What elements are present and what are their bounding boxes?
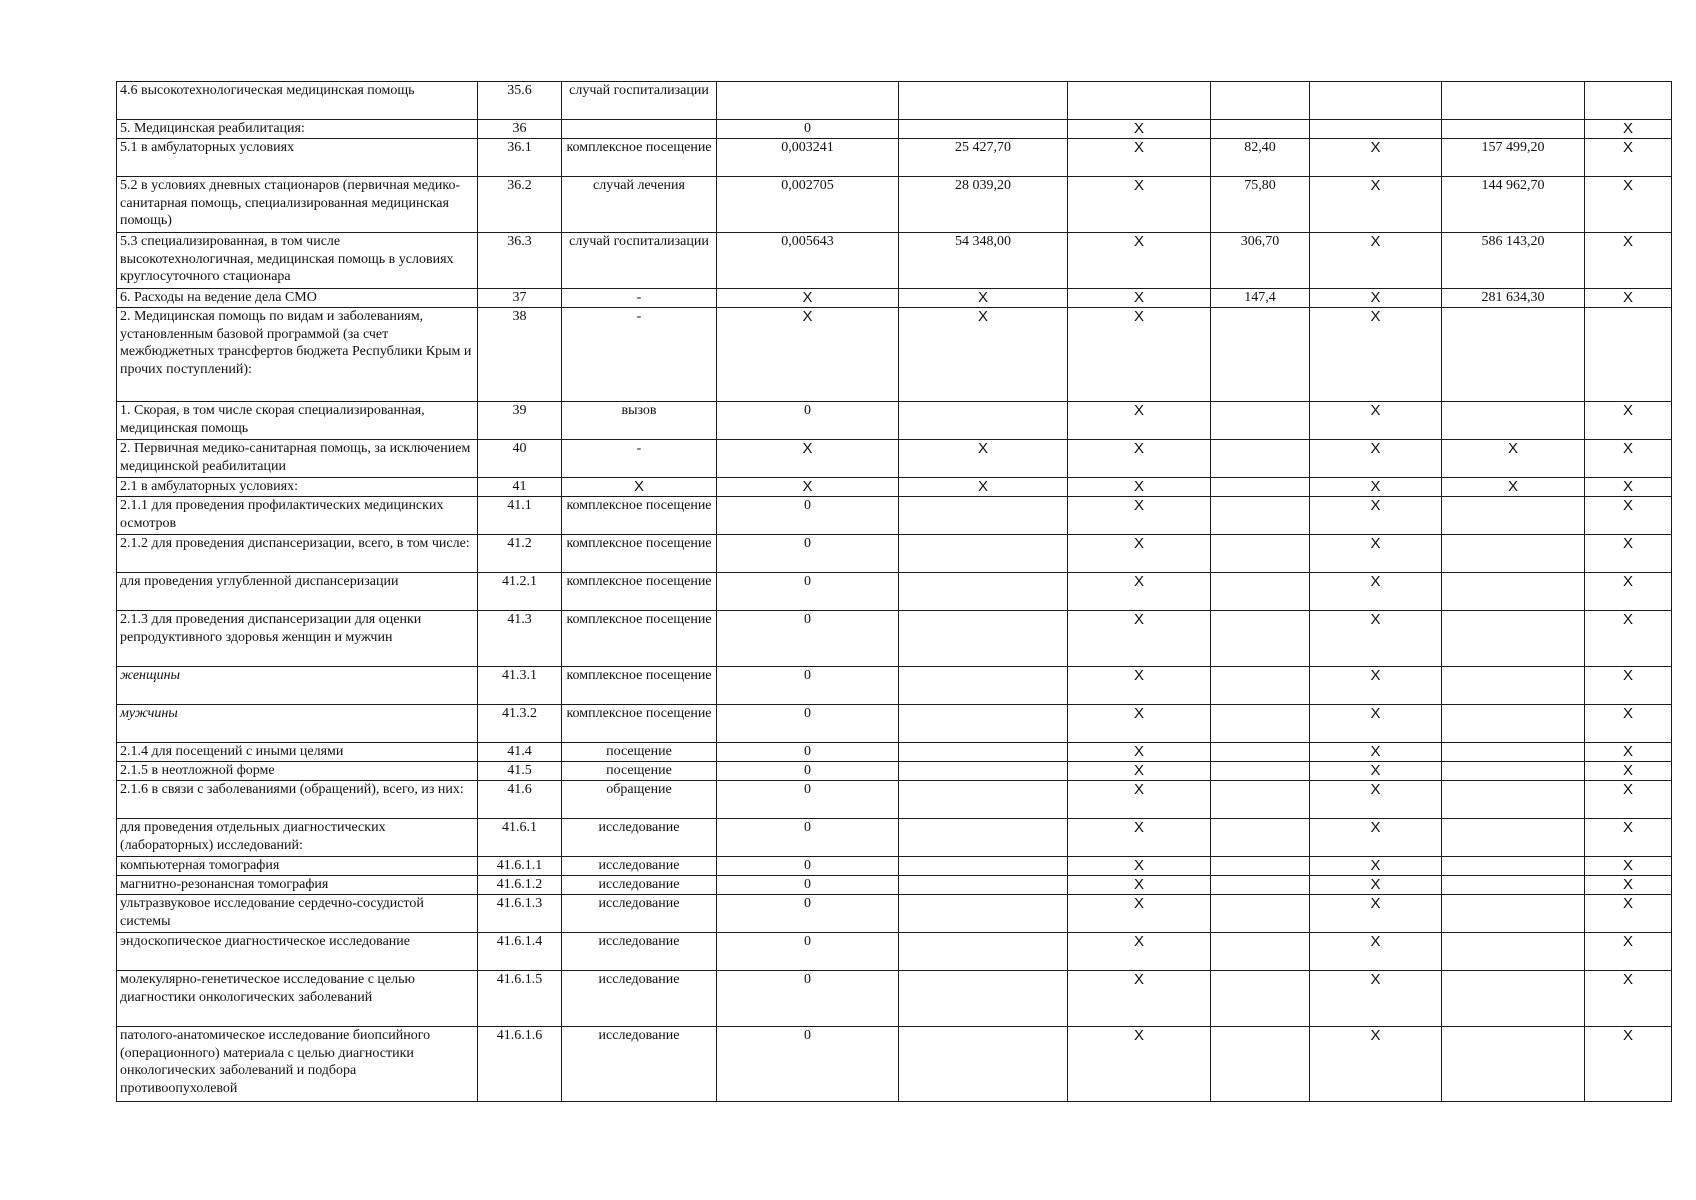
row-value-cell: X: [1310, 611, 1442, 667]
row-unit-cell: случай лечения: [562, 177, 717, 233]
row-unit-cell: исследование: [562, 933, 717, 971]
row-value-cell: [899, 876, 1068, 895]
row-value-cell: 0: [717, 667, 899, 705]
row-value-cell: 0: [717, 1027, 899, 1102]
row-value-cell: [899, 971, 1068, 1027]
row-name-cell: 5.3 специализированная, в том числе высокотехнологичная, медицинская помощь в условиях круглосуточного стационара: [117, 233, 478, 289]
row-value-cell: X: [717, 289, 899, 308]
row-unit-cell: комплексное посещение: [562, 611, 717, 667]
row-value-cell: X: [1310, 497, 1442, 535]
row-unit-cell: случай госпитализации: [562, 82, 717, 120]
table-row: [117, 233, 1672, 289]
row-value-cell: X: [1442, 440, 1585, 478]
row-value-cell: X: [1310, 573, 1442, 611]
row-value-cell: 0: [717, 611, 899, 667]
row-value-cell: X: [1068, 819, 1211, 857]
row-name-cell: магнитно-резонансная томография: [117, 876, 478, 895]
row-value-cell: 54 348,00: [899, 233, 1068, 289]
row-value-cell: X: [1310, 440, 1442, 478]
row-value-cell: [1442, 573, 1585, 611]
row-unit-cell: вызов: [562, 402, 717, 440]
row-code-cell: 41.6.1.1: [478, 857, 562, 876]
row-code-cell: 36.3: [478, 233, 562, 289]
table-row: [117, 781, 1672, 819]
row-code-cell: 38: [478, 308, 562, 402]
row-value-cell: [1310, 120, 1442, 139]
row-value-cell: 0: [717, 120, 899, 139]
row-value-cell: [1442, 667, 1585, 705]
row-unit-cell: исследование: [562, 1027, 717, 1102]
row-value-cell: X: [1585, 705, 1672, 743]
row-value-cell: X: [1068, 705, 1211, 743]
row-value-cell: [899, 611, 1068, 667]
row-name-cell: патолого-анатомическое исследование биопсийного (операционного) материала с целью диагностики онкологических заболеваний и подбора противоопухолевой: [117, 1027, 478, 1102]
row-value-cell: [1442, 819, 1585, 857]
row-code-cell: 41.4: [478, 743, 562, 762]
row-value-cell: X: [1068, 876, 1211, 895]
row-value-cell: X: [1068, 933, 1211, 971]
row-code-cell: 35.6: [478, 82, 562, 120]
row-value-cell: [1211, 478, 1310, 497]
table-row: [117, 705, 1672, 743]
row-value-cell: X: [1310, 402, 1442, 440]
row-value-cell: [1211, 402, 1310, 440]
table-row: [117, 819, 1672, 857]
table-row: [117, 497, 1672, 535]
row-name-cell: 6. Расходы на ведение дела СМО: [117, 289, 478, 308]
row-value-cell: 28 039,20: [899, 177, 1068, 233]
row-value-cell: X: [1310, 478, 1442, 497]
row-value-cell: X: [1310, 933, 1442, 971]
row-value-cell: [1442, 705, 1585, 743]
row-value-cell: X: [1068, 857, 1211, 876]
row-value-cell: 0,005643: [717, 233, 899, 289]
row-code-cell: 41.6.1.2: [478, 876, 562, 895]
table-row: [117, 667, 1672, 705]
row-value-cell: [899, 402, 1068, 440]
row-value-cell: X: [1585, 233, 1672, 289]
row-value-cell: [1211, 933, 1310, 971]
row-value-cell: X: [1310, 289, 1442, 308]
row-value-cell: X: [1585, 667, 1672, 705]
row-value-cell: X: [1068, 308, 1211, 402]
row-name-cell: 2.1.6 в связи с заболеваниями (обращений), всего, из них:: [117, 781, 478, 819]
row-value-cell: 0: [717, 933, 899, 971]
row-value-cell: X: [899, 289, 1068, 308]
row-value-cell: X: [1585, 857, 1672, 876]
row-value-cell: [1442, 535, 1585, 573]
row-value-cell: [1442, 120, 1585, 139]
row-unit-cell: комплексное посещение: [562, 667, 717, 705]
row-value-cell: [1442, 762, 1585, 781]
row-value-cell: 144 962,70: [1442, 177, 1585, 233]
row-name-cell: 1. Скорая, в том числе скорая специализированная, медицинская помощь: [117, 402, 478, 440]
row-value-cell: X: [1585, 177, 1672, 233]
row-name-cell: 2. Медицинская помощь по видам и заболеваниям, установленным базовой программой (за счет межбюджетных трансфертов бюджета Республики Крым и прочих поступлений):: [117, 308, 478, 402]
row-value-cell: X: [1068, 139, 1211, 177]
row-value-cell: X: [1068, 289, 1211, 308]
row-name-cell: для проведения отдельных диагностических (лабораторных) исследований:: [117, 819, 478, 857]
row-value-cell: X: [1585, 478, 1672, 497]
row-value-cell: X: [1585, 402, 1672, 440]
row-value-cell: 0: [717, 402, 899, 440]
row-value-cell: X: [1068, 120, 1211, 139]
row-code-cell: 41.1: [478, 497, 562, 535]
row-value-cell: [1442, 308, 1585, 402]
row-unit-cell: посещение: [562, 762, 717, 781]
row-value-cell: 0: [717, 705, 899, 743]
row-value-cell: [1211, 876, 1310, 895]
row-value-cell: [899, 667, 1068, 705]
row-unit-cell: -: [562, 308, 717, 402]
row-value-cell: X: [1068, 177, 1211, 233]
row-unit-cell: [562, 120, 717, 139]
row-value-cell: X: [1068, 573, 1211, 611]
row-value-cell: X: [1585, 497, 1672, 535]
table-row: [117, 933, 1672, 971]
row-value-cell: X: [1068, 233, 1211, 289]
row-unit-cell: обращение: [562, 781, 717, 819]
row-value-cell: X: [1068, 402, 1211, 440]
row-value-cell: 0,003241: [717, 139, 899, 177]
row-unit-cell: исследование: [562, 857, 717, 876]
row-value-cell: X: [1068, 667, 1211, 705]
row-value-cell: X: [1310, 895, 1442, 933]
row-value-cell: X: [1310, 535, 1442, 573]
row-value-cell: 0: [717, 971, 899, 1027]
row-value-cell: [1442, 971, 1585, 1027]
row-name-cell: 5.2 в условиях дневных стационаров (первичная медико-санитарная помощь, специализированная медицинская помощь): [117, 177, 478, 233]
row-code-cell: 41.6.1.6: [478, 1027, 562, 1102]
row-unit-cell: комплексное посещение: [562, 573, 717, 611]
row-value-cell: 147,4: [1211, 289, 1310, 308]
row-code-cell: 41.6.1.5: [478, 971, 562, 1027]
row-value-cell: X: [1068, 497, 1211, 535]
table-row: [117, 573, 1672, 611]
row-value-cell: [1585, 82, 1672, 120]
row-value-cell: [899, 1027, 1068, 1102]
row-value-cell: [1211, 308, 1310, 402]
row-value-cell: 25 427,70: [899, 139, 1068, 177]
row-code-cell: 41.6: [478, 781, 562, 819]
row-unit-cell: исследование: [562, 819, 717, 857]
row-value-cell: X: [1310, 233, 1442, 289]
row-code-cell: 41.6.1.3: [478, 895, 562, 933]
row-value-cell: X: [717, 440, 899, 478]
row-name-cell: 2.1.4 для посещений с иными целями: [117, 743, 478, 762]
row-code-cell: 41.2: [478, 535, 562, 573]
table-row: [117, 535, 1672, 573]
table-row: [117, 611, 1672, 667]
table-row: [117, 402, 1672, 440]
row-value-cell: X: [1585, 781, 1672, 819]
table-row: [117, 895, 1672, 933]
row-unit-cell: посещение: [562, 743, 717, 762]
row-value-cell: X: [1310, 876, 1442, 895]
row-code-cell: 41: [478, 478, 562, 497]
row-value-cell: 586 143,20: [1442, 233, 1585, 289]
row-value-cell: 157 499,20: [1442, 139, 1585, 177]
row-name-cell: 4.6 высокотехнологическая медицинская помощь: [117, 82, 478, 120]
table-row: [117, 289, 1672, 308]
row-code-cell: 41.6.1: [478, 819, 562, 857]
row-code-cell: 41.2.1: [478, 573, 562, 611]
row-name-cell: 2.1.1 для проведения профилактических медицинских осмотров: [117, 497, 478, 535]
row-value-cell: 0: [717, 876, 899, 895]
table-row: [117, 478, 1672, 497]
row-value-cell: X: [1068, 440, 1211, 478]
row-value-cell: X: [1585, 1027, 1672, 1102]
row-code-cell: 36: [478, 120, 562, 139]
table-row: [117, 971, 1672, 1027]
row-name-cell: 2. Первичная медико-санитарная помощь, за исключением медицинской реабилитации: [117, 440, 478, 478]
row-value-cell: [1442, 743, 1585, 762]
row-value-cell: 0: [717, 895, 899, 933]
row-code-cell: 41.3.2: [478, 705, 562, 743]
row-value-cell: [1211, 705, 1310, 743]
row-value-cell: 0: [717, 743, 899, 762]
row-value-cell: [899, 82, 1068, 120]
row-value-cell: [1442, 497, 1585, 535]
row-unit-cell: комплексное посещение: [562, 705, 717, 743]
row-name-cell: эндоскопическое диагностическое исследование: [117, 933, 478, 971]
row-name-cell: мужчины: [117, 705, 478, 743]
row-value-cell: [899, 895, 1068, 933]
row-unit-cell: -: [562, 289, 717, 308]
table-row: [117, 120, 1672, 139]
row-value-cell: X: [1585, 971, 1672, 1027]
row-value-cell: [1211, 819, 1310, 857]
row-value-cell: X: [1585, 743, 1672, 762]
row-value-cell: [899, 535, 1068, 573]
row-name-cell: 5.1 в амбулаторных условиях: [117, 139, 478, 177]
row-name-cell: 2.1.3 для проведения диспансеризации для оценки репродуктивного здоровья женщин и мужчин: [117, 611, 478, 667]
row-value-cell: X: [1585, 573, 1672, 611]
row-value-cell: X: [1068, 611, 1211, 667]
row-value-cell: [1211, 497, 1310, 535]
row-value-cell: [1442, 1027, 1585, 1102]
row-value-cell: X: [1068, 971, 1211, 1027]
row-value-cell: X: [1068, 478, 1211, 497]
row-name-cell: для проведения углубленной диспансеризации: [117, 573, 478, 611]
row-unit-cell: исследование: [562, 971, 717, 1027]
row-value-cell: [899, 819, 1068, 857]
row-value-cell: [1211, 82, 1310, 120]
row-value-cell: X: [1068, 781, 1211, 819]
row-name-cell: ультразвуковое исследование сердечно-сосудистой системы: [117, 895, 478, 933]
row-value-cell: [1211, 573, 1310, 611]
row-value-cell: [1211, 895, 1310, 933]
row-value-cell: X: [1068, 743, 1211, 762]
row-value-cell: X: [1310, 667, 1442, 705]
row-value-cell: X: [1585, 876, 1672, 895]
row-value-cell: [1442, 876, 1585, 895]
row-unit-cell: комплексное посещение: [562, 535, 717, 573]
row-value-cell: X: [1068, 895, 1211, 933]
table-row: [117, 308, 1672, 402]
row-value-cell: X: [899, 308, 1068, 402]
row-value-cell: [899, 705, 1068, 743]
row-value-cell: X: [1585, 120, 1672, 139]
table-row: [117, 876, 1672, 895]
row-value-cell: 75,80: [1211, 177, 1310, 233]
row-unit-cell: -: [562, 440, 717, 478]
row-value-cell: X: [1310, 139, 1442, 177]
row-value-cell: 0,002705: [717, 177, 899, 233]
row-value-cell: [1211, 535, 1310, 573]
row-value-cell: 0: [717, 573, 899, 611]
row-value-cell: [1211, 1027, 1310, 1102]
row-value-cell: [1442, 895, 1585, 933]
row-value-cell: X: [1585, 611, 1672, 667]
table-row: [117, 440, 1672, 478]
row-value-cell: 0: [717, 819, 899, 857]
row-value-cell: [899, 781, 1068, 819]
row-value-cell: [1442, 611, 1585, 667]
row-value-cell: 0: [717, 781, 899, 819]
row-value-cell: 82,40: [1211, 139, 1310, 177]
row-value-cell: [899, 857, 1068, 876]
row-value-cell: [1211, 743, 1310, 762]
row-value-cell: [1585, 308, 1672, 402]
row-value-cell: X: [1585, 535, 1672, 573]
row-value-cell: X: [1585, 762, 1672, 781]
row-value-cell: X: [899, 478, 1068, 497]
row-code-cell: 37: [478, 289, 562, 308]
row-value-cell: X: [1068, 1027, 1211, 1102]
row-code-cell: 41.3.1: [478, 667, 562, 705]
row-unit-cell: исследование: [562, 895, 717, 933]
row-value-cell: [1442, 857, 1585, 876]
row-value-cell: X: [1310, 781, 1442, 819]
row-value-cell: [717, 82, 899, 120]
row-value-cell: X: [1310, 177, 1442, 233]
row-code-cell: 39: [478, 402, 562, 440]
row-value-cell: 306,70: [1211, 233, 1310, 289]
row-value-cell: [1211, 667, 1310, 705]
row-value-cell: [1442, 82, 1585, 120]
row-value-cell: X: [1442, 478, 1585, 497]
row-value-cell: X: [1310, 743, 1442, 762]
row-value-cell: X: [1585, 819, 1672, 857]
row-value-cell: X: [1585, 440, 1672, 478]
row-value-cell: X: [717, 478, 899, 497]
row-name-cell: 5. Медицинская реабилитация:: [117, 120, 478, 139]
row-value-cell: X: [899, 440, 1068, 478]
row-value-cell: [899, 933, 1068, 971]
row-value-cell: X: [1310, 1027, 1442, 1102]
row-value-cell: X: [1310, 857, 1442, 876]
row-value-cell: X: [1068, 762, 1211, 781]
row-value-cell: X: [1310, 308, 1442, 402]
row-value-cell: [1211, 857, 1310, 876]
row-value-cell: X: [1310, 971, 1442, 1027]
row-unit-cell: X: [562, 478, 717, 497]
row-name-cell: женщины: [117, 667, 478, 705]
row-value-cell: 0: [717, 535, 899, 573]
row-code-cell: 36.2: [478, 177, 562, 233]
row-value-cell: [1211, 611, 1310, 667]
row-code-cell: 40: [478, 440, 562, 478]
row-value-cell: X: [1310, 762, 1442, 781]
table-row: [117, 1027, 1672, 1102]
row-value-cell: [899, 120, 1068, 139]
row-value-cell: X: [1068, 535, 1211, 573]
row-value-cell: [1442, 402, 1585, 440]
row-name-cell: 2.1 в амбулаторных условиях:: [117, 478, 478, 497]
row-value-cell: [1211, 971, 1310, 1027]
row-code-cell: 41.3: [478, 611, 562, 667]
table-row: [117, 177, 1672, 233]
row-name-cell: молекулярно-генетическое исследование с целью диагностики онкологических заболеваний: [117, 971, 478, 1027]
row-unit-cell: исследование: [562, 876, 717, 895]
row-value-cell: [899, 762, 1068, 781]
row-value-cell: X: [1310, 705, 1442, 743]
row-value-cell: [1068, 82, 1211, 120]
row-value-cell: 0: [717, 857, 899, 876]
row-value-cell: X: [1585, 139, 1672, 177]
row-code-cell: 41.5: [478, 762, 562, 781]
row-unit-cell: случай госпитализации: [562, 233, 717, 289]
row-value-cell: [1442, 781, 1585, 819]
financing-table: [116, 81, 1672, 1102]
row-code-cell: 41.6.1.4: [478, 933, 562, 971]
row-name-cell: компьютерная томография: [117, 857, 478, 876]
table-row: [117, 857, 1672, 876]
row-value-cell: [1442, 933, 1585, 971]
row-value-cell: [1211, 781, 1310, 819]
row-value-cell: 281 634,30: [1442, 289, 1585, 308]
table-body: [117, 82, 1672, 1102]
table-row: [117, 743, 1672, 762]
row-unit-cell: комплексное посещение: [562, 139, 717, 177]
row-value-cell: X: [1310, 819, 1442, 857]
row-code-cell: 36.1: [478, 139, 562, 177]
row-name-cell: 2.1.2 для проведения диспансеризации, всего, в том числе:: [117, 535, 478, 573]
row-value-cell: 0: [717, 762, 899, 781]
row-value-cell: X: [1585, 895, 1672, 933]
row-value-cell: X: [1585, 289, 1672, 308]
row-value-cell: [1211, 440, 1310, 478]
row-value-cell: X: [717, 308, 899, 402]
row-value-cell: [1310, 82, 1442, 120]
row-value-cell: [899, 497, 1068, 535]
table-row: [117, 82, 1672, 120]
table-row: [117, 139, 1672, 177]
row-value-cell: [899, 573, 1068, 611]
row-value-cell: X: [1585, 933, 1672, 971]
row-name-cell: 2.1.5 в неотложной форме: [117, 762, 478, 781]
row-value-cell: [1211, 120, 1310, 139]
row-value-cell: [899, 743, 1068, 762]
table-row: [117, 762, 1672, 781]
row-value-cell: 0: [717, 497, 899, 535]
row-value-cell: [1211, 762, 1310, 781]
row-unit-cell: комплексное посещение: [562, 497, 717, 535]
